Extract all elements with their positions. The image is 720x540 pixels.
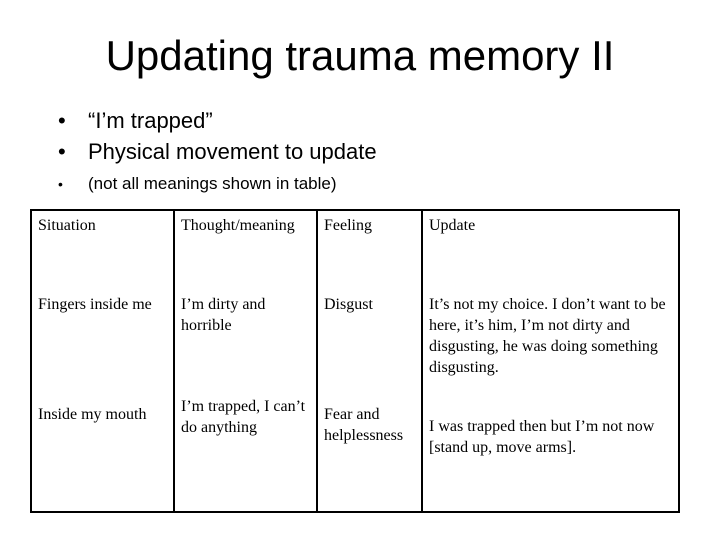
header-cell-situation: Situation	[31, 210, 174, 290]
table-header-row	[31, 210, 679, 290]
table-cell: I was trapped then but I’m not now [stand up, move arms].	[429, 418, 655, 456]
bullet-dot: •	[58, 139, 66, 164]
meanings-table	[30, 209, 680, 513]
bullet-list	[58, 105, 377, 195]
table-cell: Fingers inside me	[31, 290, 174, 392]
bullet-item	[58, 105, 377, 136]
table-cell: I’m dirty and horrible	[174, 290, 317, 392]
bullet-dot: •	[58, 176, 63, 192]
header-cell-thought: Thought/meaning	[174, 210, 317, 290]
bullet-item	[58, 173, 377, 195]
bullet-text: Physical movement to update	[88, 139, 377, 164]
slide-title: Updating trauma memory II	[105, 32, 615, 79]
header-cell-update: Update	[429, 217, 476, 234]
bullet-text: (not all meanings shown in table)	[88, 174, 337, 193]
table-cell: Inside my mouth	[31, 392, 174, 512]
table-cell: It’s not my choice. I don’t want to be here, it’s him, I’m not dirty and disgusting, he was doing something disgusting.	[429, 296, 666, 376]
table-cell: Disgust	[317, 290, 422, 392]
table-row	[31, 290, 679, 392]
bullet-text: “I’m trapped”	[88, 108, 213, 133]
table-cell: I’m trapped, I can’t do anything	[174, 392, 317, 512]
bullet-dot: •	[58, 108, 66, 133]
header-cell-feeling: Feeling	[317, 210, 422, 290]
bullet-item	[58, 136, 377, 167]
table-row	[31, 392, 679, 512]
table-cell: Fear and helplessness	[317, 392, 422, 512]
